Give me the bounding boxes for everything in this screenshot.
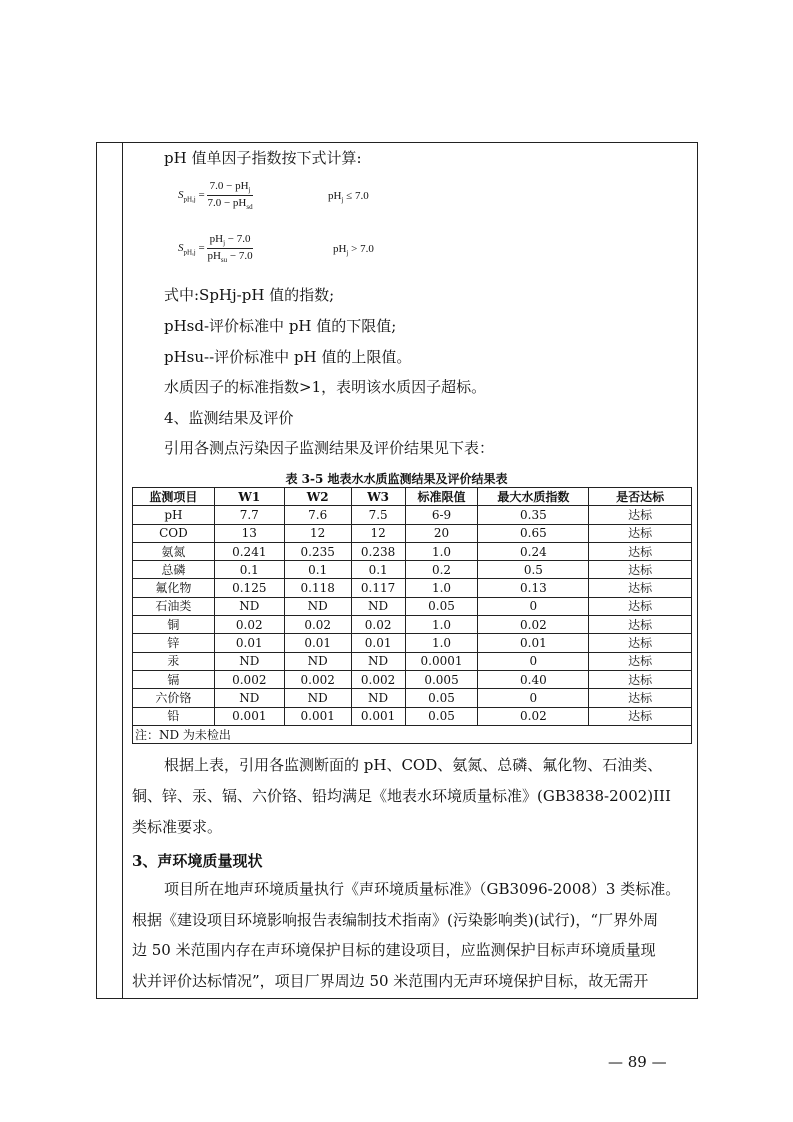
ph-formula-intro: pH 值单因子指数按下式计算: <box>164 149 362 167</box>
table-cell: 1.0 <box>405 542 478 560</box>
table-cell: 0.002 <box>214 670 284 688</box>
table-cell: 达标 <box>589 506 692 524</box>
table-row <box>133 524 692 542</box>
formula-1-condition: $pH_j \le 7.0$ <box>328 190 369 205</box>
table-cell: 0.02 <box>351 616 405 634</box>
table-cell: 达标 <box>589 616 692 634</box>
table-cell: 石油类 <box>133 597 215 615</box>
table-cell: 0.125 <box>214 579 284 597</box>
table-row <box>133 689 692 707</box>
table-cell: 铅 <box>133 707 215 725</box>
table-cell: ND <box>214 597 284 615</box>
table-cell: 0.002 <box>284 670 351 688</box>
table-row <box>133 652 692 670</box>
table-cell: 达标 <box>589 579 692 597</box>
table-cell: 达标 <box>589 524 692 542</box>
table-cell: 7.6 <box>284 506 351 524</box>
table-cell: 12 <box>284 524 351 542</box>
table-cell: 0.01 <box>214 634 284 652</box>
table-cell: 13 <box>214 524 284 542</box>
table-cell: 0.1 <box>214 561 284 579</box>
table-cell: 0.0001 <box>405 652 478 670</box>
table-cell: 0.117 <box>351 579 405 597</box>
table-note-row <box>133 725 692 743</box>
table-cell: 镉 <box>133 670 215 688</box>
table-cell: 达标 <box>589 634 692 652</box>
table-cell: 达标 <box>589 542 692 560</box>
table-cell: 1.0 <box>405 579 478 597</box>
section-3-line-4: 状并评价达标情况”，项目厂界周边 50 米范围内无声环境保护目标，故无需开 <box>132 972 649 990</box>
table-row <box>133 561 692 579</box>
col-header: 最大水质指数 <box>478 488 589 506</box>
phsd-line: pHsd-评价标准中 pH 值的下限值; <box>164 317 397 335</box>
table-cell: 0 <box>478 689 589 707</box>
table-row <box>133 634 692 652</box>
table-cell: 1.0 <box>405 616 478 634</box>
table-cell: 0.2 <box>405 561 478 579</box>
table-cell: 0.40 <box>478 670 589 688</box>
table-cell: 0.002 <box>351 670 405 688</box>
table-cell: 0.01 <box>284 634 351 652</box>
col-header: W2 <box>284 488 351 506</box>
col-header: 是否达标 <box>589 488 692 506</box>
table-row <box>133 579 692 597</box>
table-cell: 0.02 <box>284 616 351 634</box>
table-caption: 表 3-5 地表水水质监测结果及评价结果表 <box>285 472 508 486</box>
table-cell: 0.01 <box>478 634 589 652</box>
table-cell: ND <box>284 597 351 615</box>
conclusion-line-3: 类标准要求。 <box>132 818 223 836</box>
table-cell: 氨氮 <box>133 542 215 560</box>
formula-2: $S_{pH,j}$ = $\frac{pH_j - 7.0}{pH_{su} - 7.0}$ <box>178 233 253 265</box>
table-cell: 0.13 <box>478 579 589 597</box>
table-cell: 达标 <box>589 597 692 615</box>
table-cell: 20 <box>405 524 478 542</box>
index-line: 水质因子的标准指数>1，表明该水质因子超标。 <box>164 378 487 396</box>
section-4-text: 引用各测点污染因子监测结果及评价结果见下表： <box>164 439 495 457</box>
table-cell: ND <box>351 597 405 615</box>
table-row <box>133 707 692 725</box>
table-cell: 0.238 <box>351 542 405 560</box>
table-cell: 0.05 <box>405 707 478 725</box>
table-cell: 达标 <box>589 561 692 579</box>
col-header: 监测项目 <box>133 488 215 506</box>
table-cell: 12 <box>351 524 405 542</box>
table-cell: 0.65 <box>478 524 589 542</box>
table-cell: 汞 <box>133 652 215 670</box>
table-cell: 0.235 <box>284 542 351 560</box>
col-header: 标准限值 <box>405 488 478 506</box>
water-quality-table <box>132 487 692 744</box>
table-cell: 0.1 <box>351 561 405 579</box>
table-cell: 0.24 <box>478 542 589 560</box>
frame-divider <box>122 142 123 999</box>
table-cell: 氟化物 <box>133 579 215 597</box>
table-cell: ND <box>214 652 284 670</box>
table-cell: ND <box>351 652 405 670</box>
table-cell: 0.35 <box>478 506 589 524</box>
table-cell: 0.001 <box>351 707 405 725</box>
table-cell: 0.02 <box>478 707 589 725</box>
table-cell: 0.5 <box>478 561 589 579</box>
table-cell: 铜 <box>133 616 215 634</box>
col-header: W1 <box>214 488 284 506</box>
table-cell: ND <box>284 652 351 670</box>
table-cell: COD <box>133 524 215 542</box>
table-row <box>133 670 692 688</box>
table-row <box>133 616 692 634</box>
table-cell: 0.118 <box>284 579 351 597</box>
table-cell: 0.001 <box>284 707 351 725</box>
table-cell: 锌 <box>133 634 215 652</box>
formula-2-fraction: $\frac{pH_j - 7.0}{pH_{su} - 7.0}$ <box>207 233 253 265</box>
table-cell: 0.05 <box>405 597 478 615</box>
table-cell: 0.05 <box>405 689 478 707</box>
table-cell: 达标 <box>589 707 692 725</box>
table-header-row <box>133 488 692 506</box>
table-cell: 0.1 <box>284 561 351 579</box>
table-cell: 0.02 <box>478 616 589 634</box>
section-3-heading: 3、声环境质量现状 <box>132 852 263 870</box>
table-cell: 达标 <box>589 670 692 688</box>
table-row <box>133 542 692 560</box>
table-cell: 六价铬 <box>133 689 215 707</box>
table-cell: 0.005 <box>405 670 478 688</box>
table-cell: ND <box>284 689 351 707</box>
table-cell: 达标 <box>589 652 692 670</box>
conclusion-line-1: 根据上表，引用各监测断面的 pH、COD、氨氮、总磷、氟化物、石油类、 <box>164 756 663 774</box>
table-cell: 0.01 <box>351 634 405 652</box>
section-4-title: 4、监测结果及评价 <box>164 409 294 427</box>
table-cell: 0 <box>478 597 589 615</box>
table-cell: 7.7 <box>214 506 284 524</box>
table-cell: pH <box>133 506 215 524</box>
page-number: — 89 — <box>608 1053 667 1071</box>
table-row <box>133 506 692 524</box>
table-cell: 0.02 <box>214 616 284 634</box>
table-cell: 0.241 <box>214 542 284 560</box>
col-header: W3 <box>351 488 405 506</box>
where-line: 式中:SpHj-pH 值的指数; <box>164 286 335 304</box>
section-3-line-2: 根据《建设项目环境影响报告表编制技术指南》(污染影响类)(试行)，“厂界外周 <box>132 911 659 929</box>
section-3-line-3: 边 50 米范围内存在声环境保护目标的建设项目，应监测保护目标声环境质量现 <box>132 941 656 959</box>
formula-1: $S_{pH,j}$ = $\frac{7.0 - pH_j}{7.0 - pH_{sd}}$ <box>178 180 253 212</box>
table-cell: ND <box>351 689 405 707</box>
table-cell: 0.001 <box>214 707 284 725</box>
formula-2-condition: $pH_j > 7.0$ <box>333 243 374 258</box>
table-cell: 7.5 <box>351 506 405 524</box>
table-cell: 1.0 <box>405 634 478 652</box>
formula-1-fraction: $\frac{7.0 - pH_j}{7.0 - pH_{sd}}$ <box>207 180 253 212</box>
section-3-line-1: 项目所在地声环境质量执行《声环境质量标准》（GB3096-2008）3 类标准。 <box>164 880 681 898</box>
conclusion-line-2: 铜、锌、汞、镉、六价铬、铅均满足《地表水环境质量标准》(GB3838-2002)III <box>132 787 671 805</box>
table-cell: 达标 <box>589 689 692 707</box>
table-cell: 总磷 <box>133 561 215 579</box>
table-cell: 6-9 <box>405 506 478 524</box>
phsu-line: pHsu--评价标准中 pH 值的上限值。 <box>164 348 412 366</box>
table-cell: 0 <box>478 652 589 670</box>
table-note: 注：ND 为未检出 <box>133 725 692 743</box>
table-row <box>133 597 692 615</box>
table-cell: ND <box>214 689 284 707</box>
